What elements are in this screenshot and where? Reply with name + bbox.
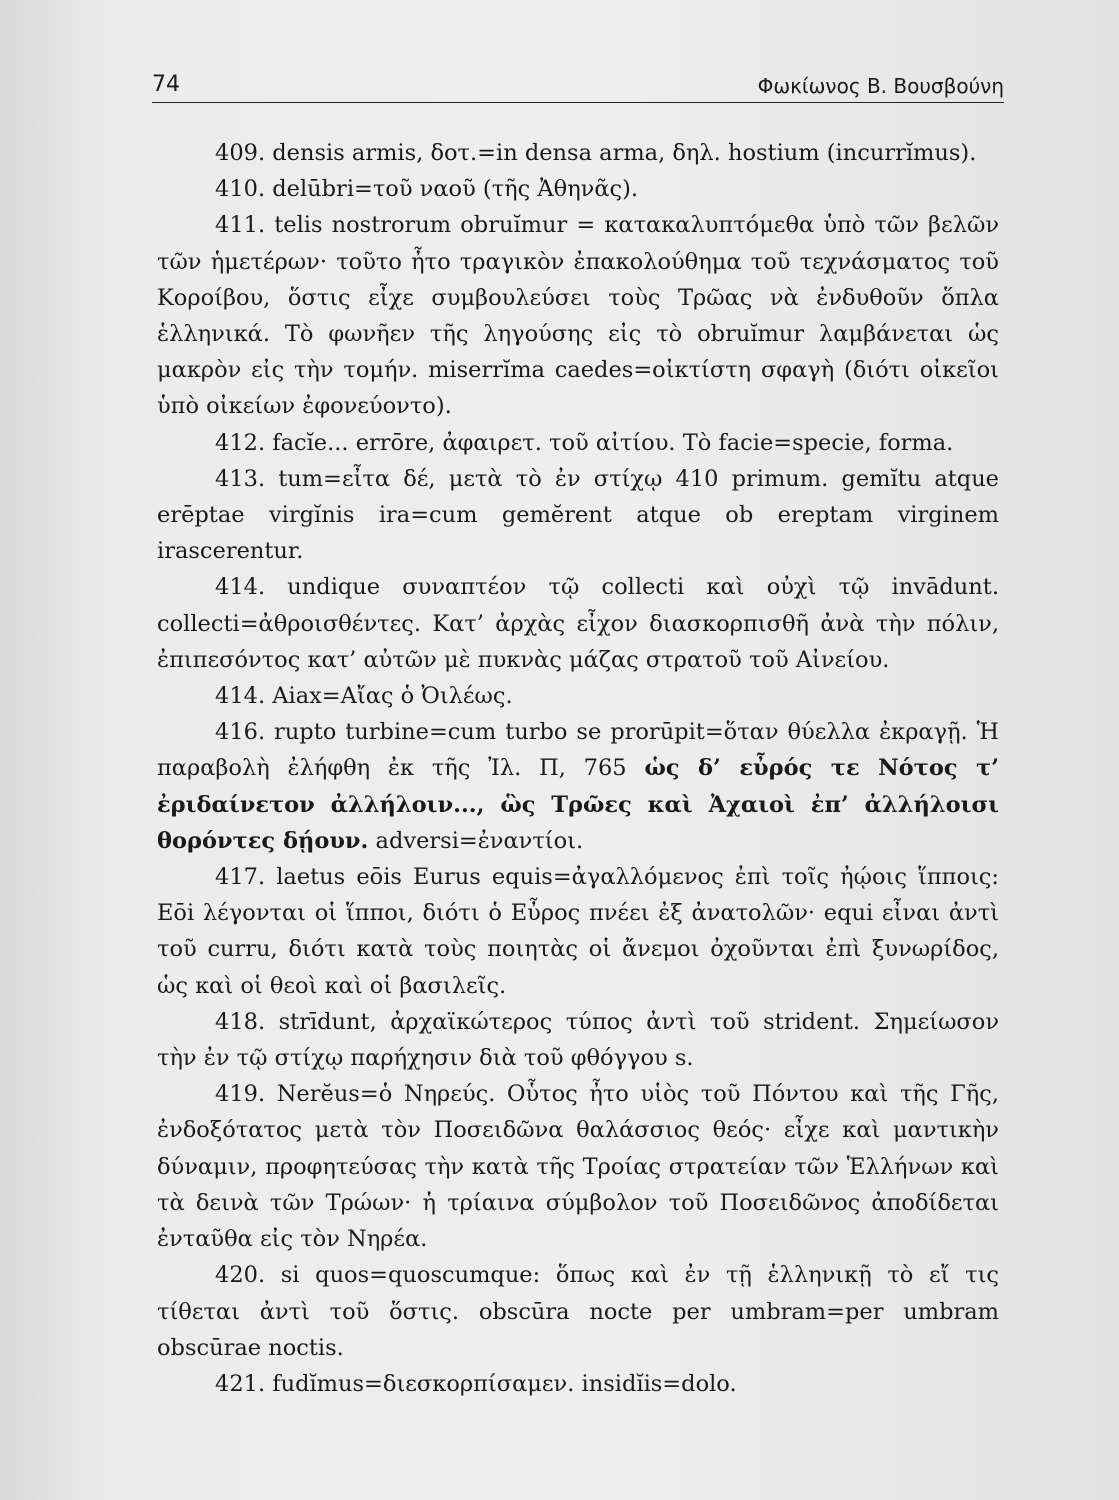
- homeric-quote: ὡς δ’ εὖρός τε Νότος τ’ ἐριδαίνετον ἀλλήλοιν..., ὣς Τρῶες καὶ Ἀχαιοὶ ἐπ’ ἀλλήλοισι θορόντες δῄουν.: [157, 755, 999, 854]
- note-419: 419. Nerĕus=ὁ Νηρεύς. Οὗτος ἦτο υἱὸς τοῦ Πόντου καὶ τῆς Γῆς, ἐνδοξότατος μετὰ τὸν Ποσειδῶνα θαλάσσιος θεός· εἶχε καὶ μαντικὴν δύναμιν, προφητεύσας τὴν κατὰ τῆς Τροίας στρατείαν τῶν Ἑλλήνων καὶ τὰ δεινὰ τῶν Τρώων· ἡ τρίαινα σύμβολον τοῦ Ποσειδῶνος ἀποδίδεται ἐνταῦθα εἰς τὸν Νηρέα.: [157, 1081, 999, 1253]
- note-417: 417. laetus eōis Eurus equis=ἀγαλλόμενος ἐπὶ τοῖς ἠῴοις ἵπποις: Eōi λέγονται οἱ ἵπποι, διότι ὁ Εὖρος πνέει ἐξ ἀνατολῶν· equi εἶναι ἀντὶ τοῦ curru, διότι κατὰ τοὺς ποιητὰς οἱ ἄνεμοι ὀχοῦνται ἐπὶ ξυνωρίδος, ὡς καὶ οἱ θεοὶ καὶ οἱ βασιλεῖς.: [157, 864, 999, 999]
- note-420: 420. si quos=quoscumque: ὅπως καὶ ἐν τῇ ἑλληνικῇ τὸ εἴ τις τίθεται ἀντὶ τοῦ ὅστις. obscūra nocte per umbram=per umbram obscūrae noctis.: [157, 1262, 999, 1361]
- page-header: [152, 68, 1004, 103]
- note-416: 416. rupto turbine=cum turbo se prorūpit=ὅταν θύελλα ἐκραγῇ. Ἡ παραβολὴ ἐλήφθη ἐκ τῆς Ἰλ. Π, 765 ὡς δ’ εὖρός τε Νότος τ’ ἐριδαίνετον ἀλλήλοιν..., ὣς Τρῶες καὶ Ἀχαιοὶ ἐπ’ ἀλλήλοισι θορόντες δῄουν. adversi=ἐναντίοι.: [157, 719, 999, 854]
- note-410: 410. delūbri=τοῦ ναοῦ (τῆς Ἀθηνᾶς).: [215, 176, 639, 203]
- note-421: 421. fudĭmus=διεσκορπίσαμεν. insidĭis=dolo.: [215, 1370, 737, 1397]
- commentary-body: [157, 135, 999, 1402]
- note-418: 418. strīdunt, ἀρχαϊκώτερος τύπος ἀντὶ τοῦ strident. Σημείωσον τὴν ἐν τῷ στίχῳ παρήχησιν διὰ τοῦ φθόγγου s.: [157, 1008, 999, 1072]
- note-414-aiax: 414. Aiax=Αἴας ὁ Ὀιλέως.: [215, 683, 513, 710]
- running-head: Φωκίωνος Β. Βουσβούνη: [757, 74, 1004, 98]
- note-413: 413. tum=εἶτα δέ, μετὰ τὸ ἐν στίχῳ 410 primum. gemĭtu atque erēptae virgĭnis ira=cum gemĕrent atque ob ereptam virginem irascerentur.: [157, 465, 999, 565]
- note-412: 412. facĭe... errōre, ἀφαιρετ. τοῦ αἰτίου. Τὸ facie=specie, forma.: [215, 429, 954, 456]
- note-409: 409. densis armis, δοτ.=in densa arma, δηλ. hostium (incurrĭmus).: [215, 140, 977, 166]
- note-411: 411. telis nostrorum obruĭmur = κατακαλυπτόμεθα ὑπὸ τῶν βελῶν τῶν ἡμετέρων· τοῦτο ἦτο τραγικὸν ἐπακολούθημα τοῦ τεχνάσματος τοῦ Κοροίβου, ὅστις εἶχε συμβουλεύσει τοὺς Τρῶας νὰ ἐνδυθοῦν ὅπλα ἑλληνικά. Τὸ φωνῆεν τῆς ληγούσης εἰς τὸ obruĭmur λαμβάνεται ὡς μακρὸν εἰς τὴν τομήν. miserrĭma caedes=οἰκτίστη σφαγὴ (διότι οἰκεῖοι ὑπὸ οἰκείων ἐφονεύοντο).: [157, 212, 999, 420]
- page-number: 74: [152, 72, 180, 97]
- note-414: 414. undique συναπτέον τῷ collecti καὶ οὐχὶ τῷ invādunt. collecti=ἀθροισθέντες. Κατ’ ἀρχὰς εἶχον διασκορπισθῆ ἀνὰ τὴν πόλιν, ἐπιπεσόντος κατ’ αὐτῶν μὲ πυκνὰς μάζας στρατοῦ τοῦ Αἰνείου.: [157, 574, 999, 673]
